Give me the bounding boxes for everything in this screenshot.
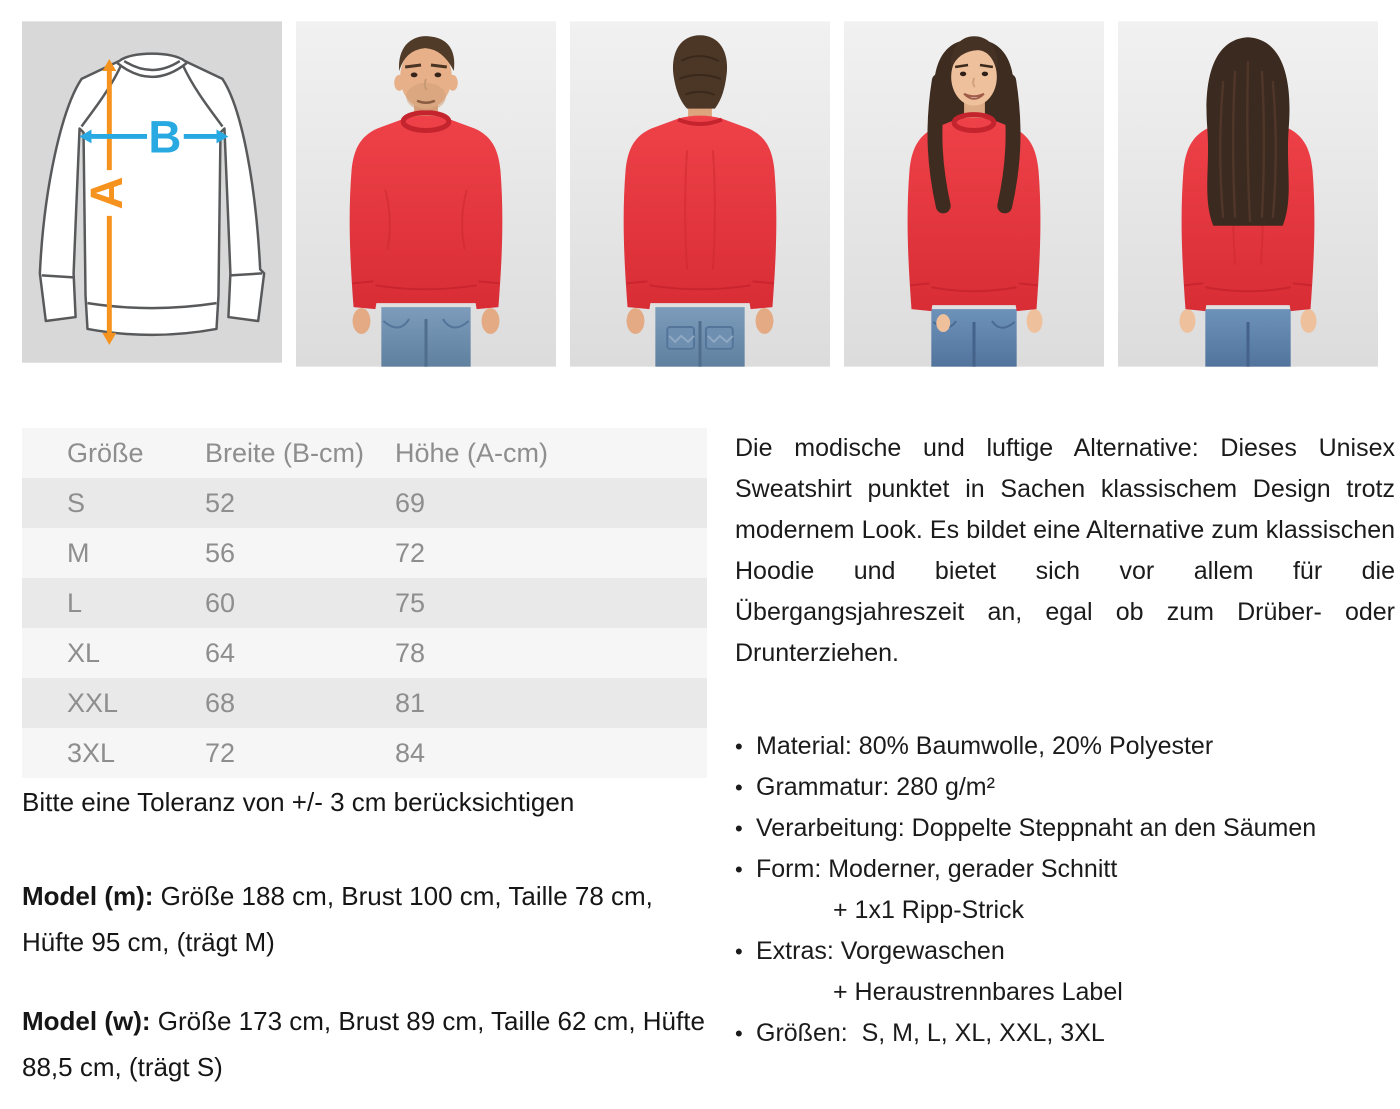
breite-cell: 56	[205, 537, 236, 568]
hoehe-cell: 69	[395, 487, 426, 518]
hair-lock-right	[1005, 81, 1013, 206]
spec-form: • Form: Moderner, gerader Schnitt	[735, 849, 1397, 890]
hoehe-cell: 78	[395, 637, 426, 668]
hand-in-pocket	[936, 314, 950, 332]
col-header-groesse: Größe	[67, 437, 144, 468]
model-m-text: Größe 188 cm, Brust 100 cm, Taille 78 cm, Hüfte 95 cm, (trägt M)	[22, 881, 653, 957]
hand	[1027, 309, 1043, 333]
bullet-dot: •	[735, 734, 743, 759]
bullet-dot	[735, 890, 756, 931]
sweatshirt-measurement-diagram	[22, 20, 282, 368]
bullet-dot: •	[735, 1021, 743, 1046]
bullet-dot: •	[735, 775, 743, 800]
bullet-dot: •	[735, 857, 743, 882]
spec-extras-continuation: + Heraustrennbares Label	[735, 972, 1397, 1013]
size-table-header-row	[22, 428, 707, 478]
model-w-text: Größe 173 cm, Brust 89 cm, Taille 62 cm, Hüfte 88,5 cm, (trägt S)	[22, 1006, 705, 1082]
sweatshirt	[350, 116, 503, 310]
breite-cell: 68	[205, 687, 236, 718]
photo-man-back	[570, 20, 830, 368]
hoehe-cell: 72	[395, 537, 426, 568]
product-photo-row	[22, 20, 1378, 368]
sweatshirt-outline-drawing	[40, 54, 264, 335]
table-row	[22, 728, 707, 778]
size-cell: M	[67, 537, 90, 568]
photo-woman-front	[844, 20, 1104, 368]
table-row	[22, 678, 707, 728]
right-hand	[482, 308, 500, 334]
spec-material: • Material: 80% Baumwolle, 20% Polyester	[735, 726, 1397, 767]
col-header-breite: Breite (B-cm)	[205, 437, 365, 468]
table-row	[22, 578, 707, 628]
photo-woman-back	[1118, 20, 1378, 368]
photo-man-front	[296, 20, 556, 368]
product-spec-list	[735, 726, 1397, 1054]
size-cell: XXL	[67, 687, 119, 718]
man-back-photo	[570, 20, 830, 368]
size-diagram-panel	[22, 20, 282, 368]
col-header-hoehe: Höhe (A-cm)	[395, 437, 549, 468]
model-w-label: Model (w):	[22, 1006, 151, 1036]
woman-front-photo	[844, 20, 1104, 368]
hair-back	[673, 35, 727, 108]
hair-lock-left	[935, 81, 943, 206]
hoehe-cell: 81	[395, 687, 426, 718]
breite-cell: 60	[205, 587, 236, 618]
table-row	[22, 528, 707, 578]
spec-extras: • Extras: Vorgewaschen	[735, 931, 1397, 972]
size-cell: XL	[67, 637, 101, 668]
tolerance-note: Bitte eine Toleranz von +/- 3 cm berücksichtigen	[22, 787, 575, 817]
model-w-info	[22, 998, 712, 1090]
size-cell: S	[67, 487, 86, 518]
breite-cell: 72	[205, 737, 236, 768]
breite-cell: 52	[205, 487, 236, 518]
size-cell: L	[67, 587, 83, 618]
bullet-dot: •	[735, 816, 743, 841]
hoehe-cell: 84	[395, 737, 426, 768]
label-b: B	[148, 111, 182, 163]
table-row	[22, 478, 707, 528]
bullet-dot	[735, 972, 756, 1013]
left-hand	[353, 308, 371, 334]
label-a: A	[81, 176, 133, 210]
product-description: Die modische und luftige Alternative: Dieses Unisex Sweatshirt punktet in Sachen klassischem Design trotz modernem Look. Es bildet eine Alternative zum klassischen Hoodie und bietet sich vor allem für die Übergangsjahreszeit an, egal ob zum Drüber- oder Drunterziehen.	[735, 434, 1395, 667]
table-row	[22, 628, 707, 678]
spec-verarbeitung: • Verarbeitung: Doppelte Steppnaht an den Säumen	[735, 808, 1397, 849]
hoehe-cell: 75	[395, 587, 426, 618]
size-cell: 3XL	[67, 737, 116, 768]
spec-groessen: • Größen: S, M, L, XL, XXL, 3XL	[735, 1013, 1397, 1054]
bullet-dot: •	[735, 939, 743, 964]
man-front-photo	[296, 20, 556, 368]
sweatshirt	[624, 116, 777, 310]
spec-form-continuation: + 1x1 Ripp-Strick	[735, 890, 1397, 931]
woman-back-photo	[1118, 20, 1378, 368]
model-m-info	[22, 873, 712, 965]
size-table	[22, 428, 707, 778]
sweatshirt	[908, 118, 1041, 312]
spec-grammatur: • Grammatur: 280 g/m²	[735, 767, 1397, 808]
breite-cell: 64	[205, 637, 236, 668]
model-m-label: Model (m):	[22, 881, 154, 911]
